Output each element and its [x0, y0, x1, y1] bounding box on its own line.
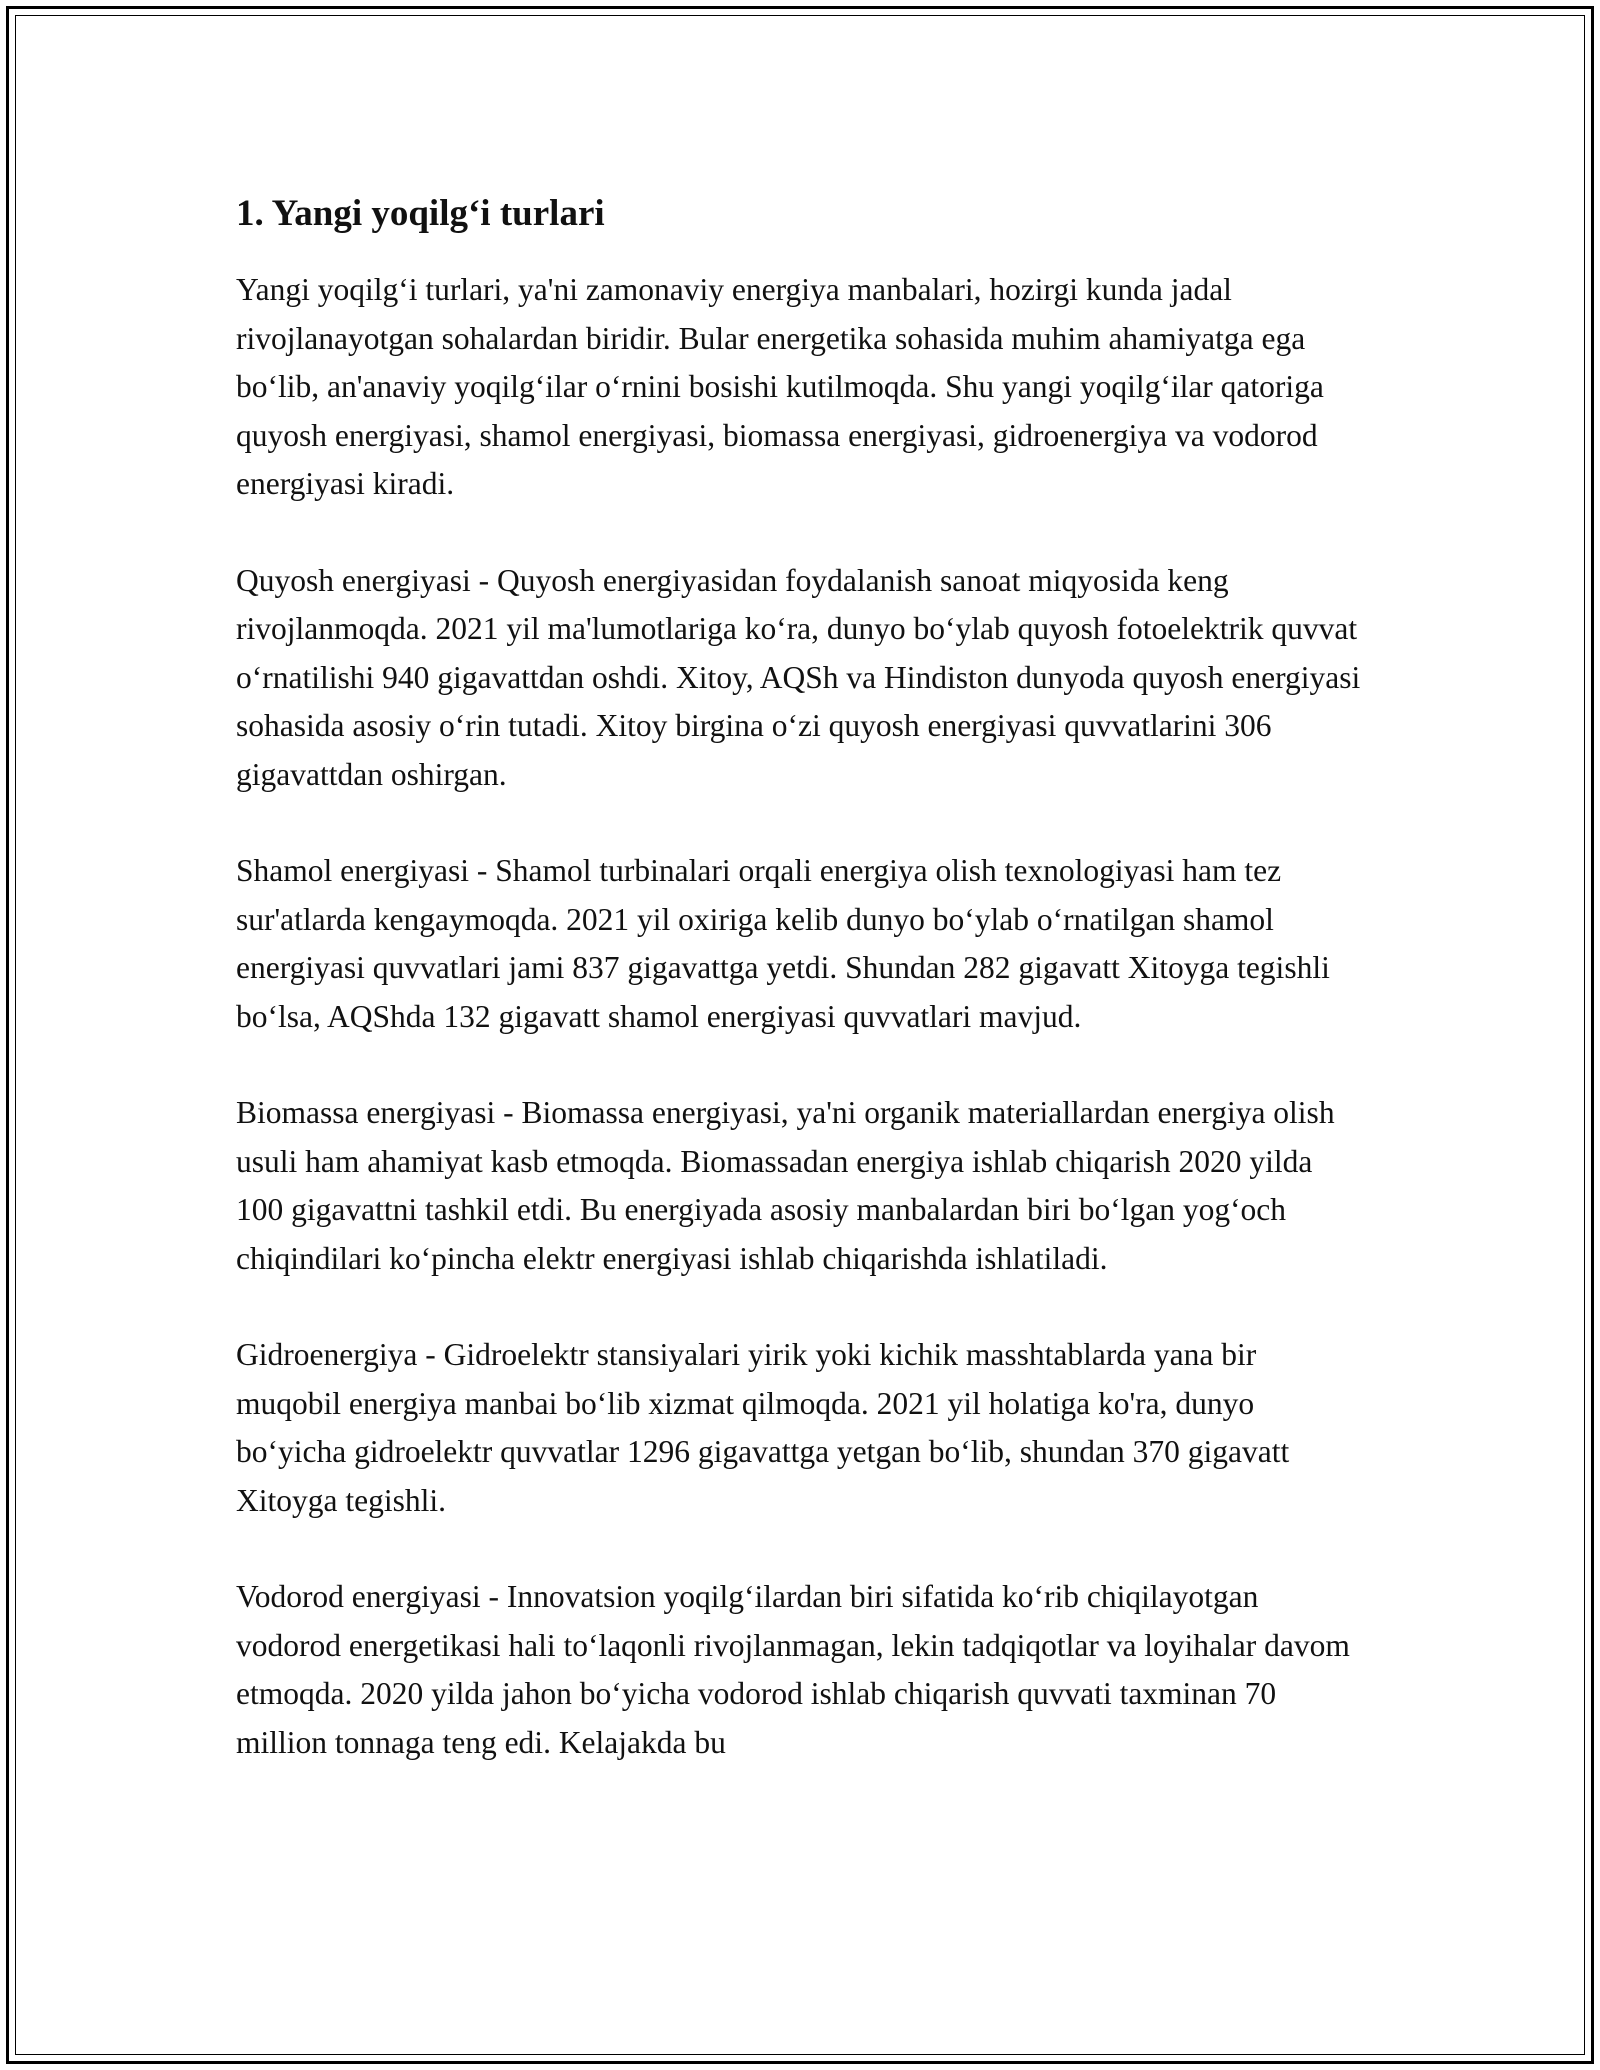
- paragraph-solar-energy: Quyosh energiyasi - Quyosh energiyasidan foydalanish sanoat miqyosida keng rivojlanmoqda. 2021 yil ma'lumotlariga ko‘ra, dunyo bo‘ylab quyosh fotoelektrik quvvat o‘rnatilishi 940 gigavattdan oshdi. Xitoy, AQSh va Hindiston dunyoda quyosh energiyasi sohasida asosiy o‘rin tutadi. Xitoy birgina o‘zi quyosh energiyasi quvvatlarini 306 gigavattdan oshirgan.: [236, 562, 1361, 792]
- paragraph-biomass-energy: Biomassa energiyasi - Biomassa energiyasi, ya'ni organik materiallardan energiya olish usuli ham ahamiyat kasb etmoqda. Biomassadan energiya ishlab chiqarish 2020 yilda 100 gigavattni tashkil etdi. Bu energiyada asosiy manbalardan biri bo‘lgan yog‘och chiqindilari ko‘pincha elektr energiyasi ishlab chiqarishda ishlatiladi.: [236, 1095, 1335, 1276]
- document-body: [236, 190, 1366, 1815]
- paragraph-wind-energy: Shamol energiyasi - Shamol turbinalari orqali energiya olish texnologiyasi ham tez sur'atlarda kengaymoqda. 2021 yil oxiriga kelib dunyo bo‘ylab o‘rnatilgan shamol energiyasi quvvatlari jami 837 gigavattga yetdi. Shundan 282 gigavatt Xitoyga tegishli bo‘lsa, AQShda 132 gigavatt shamol energiyasi quvvatlari mavjud.: [236, 853, 1330, 1034]
- paragraph-hydrogen-energy: Vodorod energiyasi - Innovatsion yoqilg‘ilardan biri sifatida ko‘rib chiqilayotgan vodorod energetikasi hali to‘laqonli rivojlanmagan, lekin tadqiqotlar va loyihalar davom etmoqda. 2020 yilda jahon bo‘yicha vodorod ishlab chiqarish quvvati taxminan 70 million tonnaga teng edi. Kelajakda bu: [236, 1579, 1350, 1760]
- section-heading: 1. Yangi yoqilg‘i turlari: [236, 193, 605, 234]
- paragraph-hydro-energy: Gidroenergiya - Gidroelektr stansiyalari yirik yoki kichik masshtablarda yana bir muqobil energiya manbai bo‘lib xizmat qilmoqda. 2021 yil holatiga ko'ra, dunyo bo‘yicha gidroelektr quvvatlar 1296 gigavattga yetgan bo‘lib, shundan 370 gigavatt Xitoyga tegishli.: [236, 1337, 1290, 1518]
- paragraph-intro: Yangi yoqilg‘i turlari, ya'ni zamonaviy energiya manbalari, hozirgi kunda jadal rivojlanayotgan sohalardan biridir. Bular energetika sohasida muhim ahamiyatga ega bo‘lib, an'anaviy yoqilg‘ilar o‘rnini bosishi kutilmoqda. Shu yangi yoqilg‘ilar qatoriga quyosh energiyasi, shamol energiyasi, biomassa energiyasi, gidroenergiya va vodorod energiyasi kiradi.: [236, 272, 1324, 501]
